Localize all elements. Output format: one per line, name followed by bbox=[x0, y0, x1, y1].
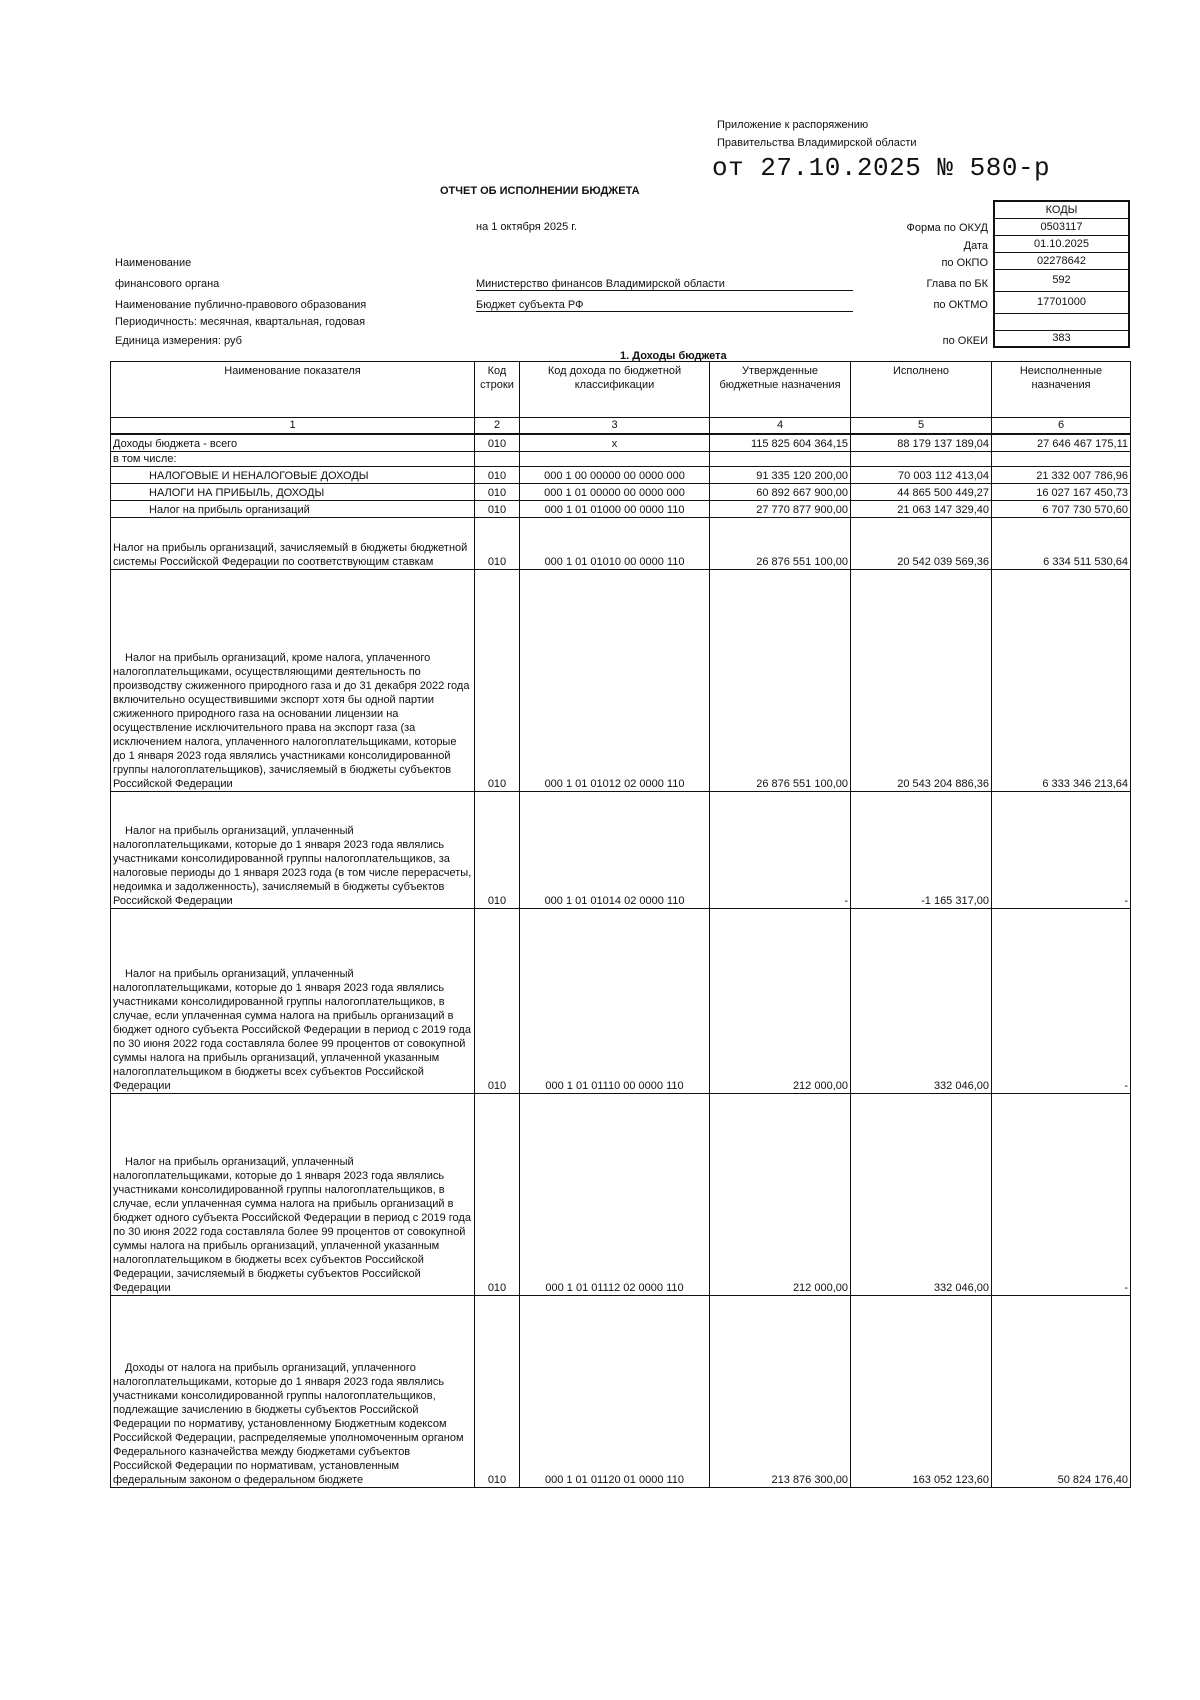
header-unexecuted: Неисполненные назначения bbox=[992, 362, 1131, 418]
cell-kbk: x bbox=[520, 434, 710, 452]
cell-executed: 44 865 500 449,27 bbox=[851, 484, 992, 501]
cell-approved: 91 335 120 200,00 bbox=[710, 467, 851, 484]
cell-executed: 332 046,00 bbox=[851, 909, 992, 1094]
ppo-label: Наименование публично-правового образования bbox=[115, 299, 367, 311]
cell-name: Налог на прибыль организаций, уплаченный налогоплательщиками, которые до 1 января 2023 года являлись участниками консолидированной группы налогоплательщиков, в случае, если уплаченная сумма налога на прибыль организаций в бюджет одного субъекта Российской Федерации в период с 2019 года по 30 июня 2022 года составляла более 99 процентов от совокупной суммы налога на прибыль организаций, уплаченной указанным налогоплательщиком в бюджеты всех субъектов Российской Федерации, зачисляемый в бюджеты субъектов Российской Федерации bbox=[111, 1094, 475, 1296]
cell-kbk: 000 1 01 01120 01 0000 110 bbox=[520, 1296, 710, 1488]
empty-code-value bbox=[994, 313, 1129, 330]
cell-executed: -1 165 317,00 bbox=[851, 792, 992, 909]
section-title: 1. Доходы бюджета bbox=[620, 350, 727, 362]
cell-executed: 21 063 147 329,40 bbox=[851, 501, 992, 518]
cell-approved: 115 825 604 364,15 bbox=[710, 434, 851, 452]
table-row bbox=[111, 452, 1131, 467]
cell-kbk bbox=[520, 452, 710, 467]
ppo-value: Бюджет субъекта РФ bbox=[476, 299, 853, 312]
cell-unexecuted: 16 027 167 450,73 bbox=[992, 484, 1131, 501]
cell-unexecuted bbox=[992, 452, 1131, 467]
cell-code: 010 bbox=[475, 518, 520, 570]
cell-unexecuted: 50 824 176,40 bbox=[992, 1296, 1131, 1488]
cell-kbk: 000 1 01 01112 02 0000 110 bbox=[520, 1094, 710, 1296]
cell-executed: 88 179 137 189,04 bbox=[851, 434, 992, 452]
table-row bbox=[111, 1296, 1131, 1488]
table-row bbox=[111, 434, 1131, 452]
okei-label: по ОКЕИ bbox=[942, 335, 988, 347]
okpo-value: 02278642 bbox=[994, 252, 1129, 269]
cell-executed: 163 052 123,60 bbox=[851, 1296, 992, 1488]
cell-name: Налог на прибыль организаций bbox=[111, 501, 475, 518]
appendix-date-number: от 27.10.2025 № 580-р bbox=[712, 153, 1051, 183]
okei-value: 383 bbox=[994, 330, 1129, 347]
glava-label: Глава по БК bbox=[926, 278, 988, 290]
appendix-line-1: Приложение к распоряжению bbox=[717, 119, 869, 131]
oktmo-label: по ОКТМО bbox=[933, 299, 988, 311]
date-label: Дата bbox=[963, 240, 988, 252]
fin-org-label-1: Наименование bbox=[115, 257, 192, 269]
fin-org-label-2: финансового органа bbox=[115, 278, 220, 290]
cell-name: Налог на прибыль организаций, уплаченный налогоплательщиками, которые до 1 января 2023 года являлись участниками консолидированной группы налогоплательщиков, за налоговые периоды до 1 января 2023 года (в том числе перерасчеты, недоимка и задолженность), зачисляемый в бюджеты субъектов Российской Федерации bbox=[111, 792, 475, 909]
periodicity: Периодичность: месячная, квартальная, годовая bbox=[115, 316, 366, 328]
cell-name: в том числе: bbox=[111, 452, 475, 467]
cell-kbk: 000 1 01 01000 00 0000 110 bbox=[520, 501, 710, 518]
cell-approved: 27 770 877 900,00 bbox=[710, 501, 851, 518]
cell-code: 010 bbox=[475, 484, 520, 501]
cell-code: 010 bbox=[475, 467, 520, 484]
okpo-label: по ОКПО bbox=[941, 257, 988, 269]
codes-header: КОДЫ bbox=[994, 201, 1129, 218]
cell-kbk: 000 1 01 01110 00 0000 110 bbox=[520, 909, 710, 1094]
col-num-3: 3 bbox=[520, 418, 710, 434]
table-row bbox=[111, 909, 1131, 1094]
cell-kbk: 000 1 01 01010 00 0000 110 bbox=[520, 518, 710, 570]
cell-code: 010 bbox=[475, 434, 520, 452]
col-num-6: 6 bbox=[992, 418, 1131, 434]
header-executed: Исполнено bbox=[851, 362, 992, 418]
cell-unexecuted: 6 707 730 570,60 bbox=[992, 501, 1131, 518]
report-date: на 1 октября 2025 г. bbox=[476, 221, 578, 233]
table-row bbox=[111, 467, 1131, 484]
cell-unexecuted: - bbox=[992, 792, 1131, 909]
glava-value: 592 bbox=[994, 269, 1129, 291]
col-num-2: 2 bbox=[475, 418, 520, 434]
cell-approved: 212 000,00 bbox=[710, 1094, 851, 1296]
cell-approved bbox=[710, 452, 851, 467]
cell-code: 010 bbox=[475, 909, 520, 1094]
cell-code: 010 bbox=[475, 1296, 520, 1488]
cell-approved: 212 000,00 bbox=[710, 909, 851, 1094]
cell-executed: 332 046,00 bbox=[851, 1094, 992, 1296]
cell-kbk: 000 1 01 01012 02 0000 110 bbox=[520, 570, 710, 792]
table-row bbox=[111, 518, 1131, 570]
table-row bbox=[111, 484, 1131, 501]
cell-unexecuted: 6 333 346 213,64 bbox=[992, 570, 1131, 792]
cell-kbk: 000 1 01 01014 02 0000 110 bbox=[520, 792, 710, 909]
cell-name: НАЛОГОВЫЕ И НЕНАЛОГОВЫЕ ДОХОДЫ bbox=[111, 467, 475, 484]
cell-name: Доходы бюджета - всего bbox=[111, 434, 475, 452]
cell-executed bbox=[851, 452, 992, 467]
cell-approved: 26 876 551 100,00 bbox=[710, 518, 851, 570]
cell-code: 010 bbox=[475, 1094, 520, 1296]
income-table-body bbox=[111, 362, 1131, 1488]
cell-approved: 213 876 300,00 bbox=[710, 1296, 851, 1488]
table-row bbox=[111, 501, 1131, 518]
fin-org-value: Министерство финансов Владимирской области bbox=[476, 278, 853, 291]
table-row bbox=[111, 570, 1131, 792]
cell-kbk: 000 1 00 00000 00 0000 000 bbox=[520, 467, 710, 484]
cell-executed: 20 542 039 569,36 bbox=[851, 518, 992, 570]
cell-approved: 26 876 551 100,00 bbox=[710, 570, 851, 792]
cell-unexecuted: 21 332 007 786,96 bbox=[992, 467, 1131, 484]
header-approved: Утвержденные бюджетные назначения bbox=[710, 362, 851, 418]
income-table bbox=[110, 361, 1131, 1488]
cell-unexecuted: 6 334 511 530,64 bbox=[992, 518, 1131, 570]
report-title: ОТЧЕТ ОБ ИСПОЛНЕНИИ БЮДЖЕТА bbox=[440, 185, 640, 197]
table-row bbox=[111, 792, 1131, 909]
cell-unexecuted: 27 646 467 175,11 bbox=[992, 434, 1131, 452]
cell-unexecuted: - bbox=[992, 909, 1131, 1094]
okud-label: Форма по ОКУД bbox=[906, 222, 988, 234]
date-value: 01.10.2025 bbox=[994, 235, 1129, 252]
cell-name: Налог на прибыль организаций, кроме налога, уплаченного налогоплательщиками, осуществляющими деятельность по производству сжиженного природного газа и до 31 декабря 2022 года включительно осуществившими экспорт хотя бы одной партии сжиженного природного газа на основании лицензии на осуществление исключительного права на экспорт газа (за исключением налога, уплаченного налогоплательщиками, которые до 1 января 2023 года являлись участниками консолидированной группы налогоплательщиков), зачисляемый в бюджеты субъектов Российской Федерации bbox=[111, 570, 475, 792]
cell-code: 010 bbox=[475, 501, 520, 518]
cell-code: 010 bbox=[475, 570, 520, 792]
col-num-5: 5 bbox=[851, 418, 992, 434]
unit: Единица измерения: руб bbox=[115, 335, 242, 347]
col-num-4: 4 bbox=[710, 418, 851, 434]
column-numbers-row bbox=[111, 418, 1131, 434]
cell-executed: 70 003 112 413,04 bbox=[851, 467, 992, 484]
cell-executed: 20 543 204 886,36 bbox=[851, 570, 992, 792]
cell-code bbox=[475, 452, 520, 467]
appendix-line-2: Правительства Владимирской области bbox=[717, 137, 917, 149]
cell-unexecuted: - bbox=[992, 1094, 1131, 1296]
cell-kbk: 000 1 01 00000 00 0000 000 bbox=[520, 484, 710, 501]
codes-table bbox=[993, 200, 1130, 348]
table-row bbox=[111, 1094, 1131, 1296]
cell-approved: - bbox=[710, 792, 851, 909]
cell-name: Налог на прибыль организаций, уплаченный налогоплательщиками, которые до 1 января 2023 года являлись участниками консолидированной группы налогоплательщиков, в случае, если уплаченная сумма налога на прибыль организаций в бюджет одного субъекта Российской Федерации в период с 2019 года по 30 июня 2022 года составляла более 99 процентов от совокупной суммы налога на прибыль организаций, уплаченной указанным налогоплательщиком в бюджеты всех субъектов Российской Федерации bbox=[111, 909, 475, 1094]
header-code: Код строки bbox=[475, 362, 520, 418]
header-kbk: Код дохода по бюджетной классификации bbox=[520, 362, 710, 418]
oktmo-value: 17701000 bbox=[994, 291, 1129, 313]
cell-name: Налог на прибыль организаций, зачисляемый в бюджеты бюджетной системы Российской Федерации по соответствующим ставкам bbox=[111, 518, 475, 570]
okud-value: 0503117 bbox=[994, 218, 1129, 235]
cell-name: НАЛОГИ НА ПРИБЫЛЬ, ДОХОДЫ bbox=[111, 484, 475, 501]
cell-approved: 60 892 667 900,00 bbox=[710, 484, 851, 501]
table-header-row bbox=[111, 362, 1131, 418]
header-name: Наименование показателя bbox=[111, 362, 475, 418]
cell-name: Доходы от налога на прибыль организаций, уплаченного налогоплательщиками, которые до 1 января 2023 года являлись участниками консолидированной группы налогоплательщиков, подлежащие зачислению в бюджеты субъектов Российской Федерации по нормативу, установленному Бюджетным кодексом Российской Федерации, распределяемые уполномоченным органом Федерального казначейства между бюджетами субъектов Российской Федерации по нормативам, установленным федеральным законом о федеральном бюджете bbox=[111, 1296, 475, 1488]
col-num-1: 1 bbox=[111, 418, 475, 434]
cell-code: 010 bbox=[475, 792, 520, 909]
